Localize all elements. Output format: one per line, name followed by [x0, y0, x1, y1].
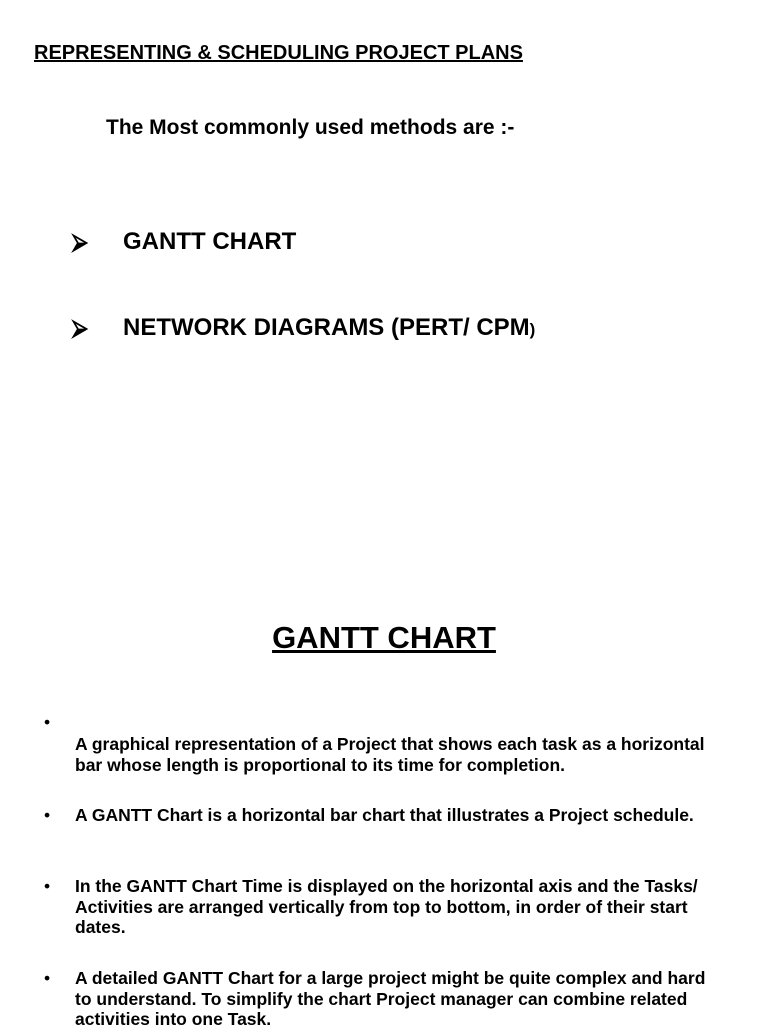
method-label-suffix: ) [529, 320, 536, 339]
arrow-bullet-icon: ⮚ [72, 229, 88, 254]
method-label: NETWORK DIAGRAMS (PERT/ CPM [123, 314, 530, 341]
bullet-dot-icon: • [44, 968, 51, 988]
bullet-dot-icon: • [44, 712, 51, 732]
intro-text: The Most commonly used methods are :- [106, 116, 515, 139]
bullet-dot-icon: • [44, 876, 51, 896]
slide-gantt-chart [0, 560, 768, 1029]
bullet-text: A GANTT Chart is a horizontal bar chart that illustrates a Project schedule. [75, 805, 694, 825]
method-label: GANTT CHART [123, 228, 297, 255]
slide-title-text: GANTT CHART [272, 620, 496, 655]
slide-title [0, 620, 768, 656]
method-item-network [72, 314, 535, 342]
bullet-text: A graphical representation of a Project that shows each task as a horizontal bar whose length is proportional to its time for completion. [75, 734, 705, 775]
method-item-gantt [72, 228, 296, 256]
bullet-dot-icon: • [44, 805, 51, 825]
bullet-text: A detailed GANTT Chart for a large project might be quite complex and hard to understand. To simplify the chart Project manager can combine related activities into one Task. [75, 968, 706, 1029]
bullet-text: In the GANTT Chart Time is displayed on the horizontal axis and the Tasks/ Activities are arranged vertically from top to bottom, in order of their start dates. [75, 876, 698, 937]
slide-title: REPRESENTING & SCHEDULING PROJECT PLANS [34, 42, 523, 64]
arrow-bullet-icon: ⮚ [72, 315, 88, 340]
